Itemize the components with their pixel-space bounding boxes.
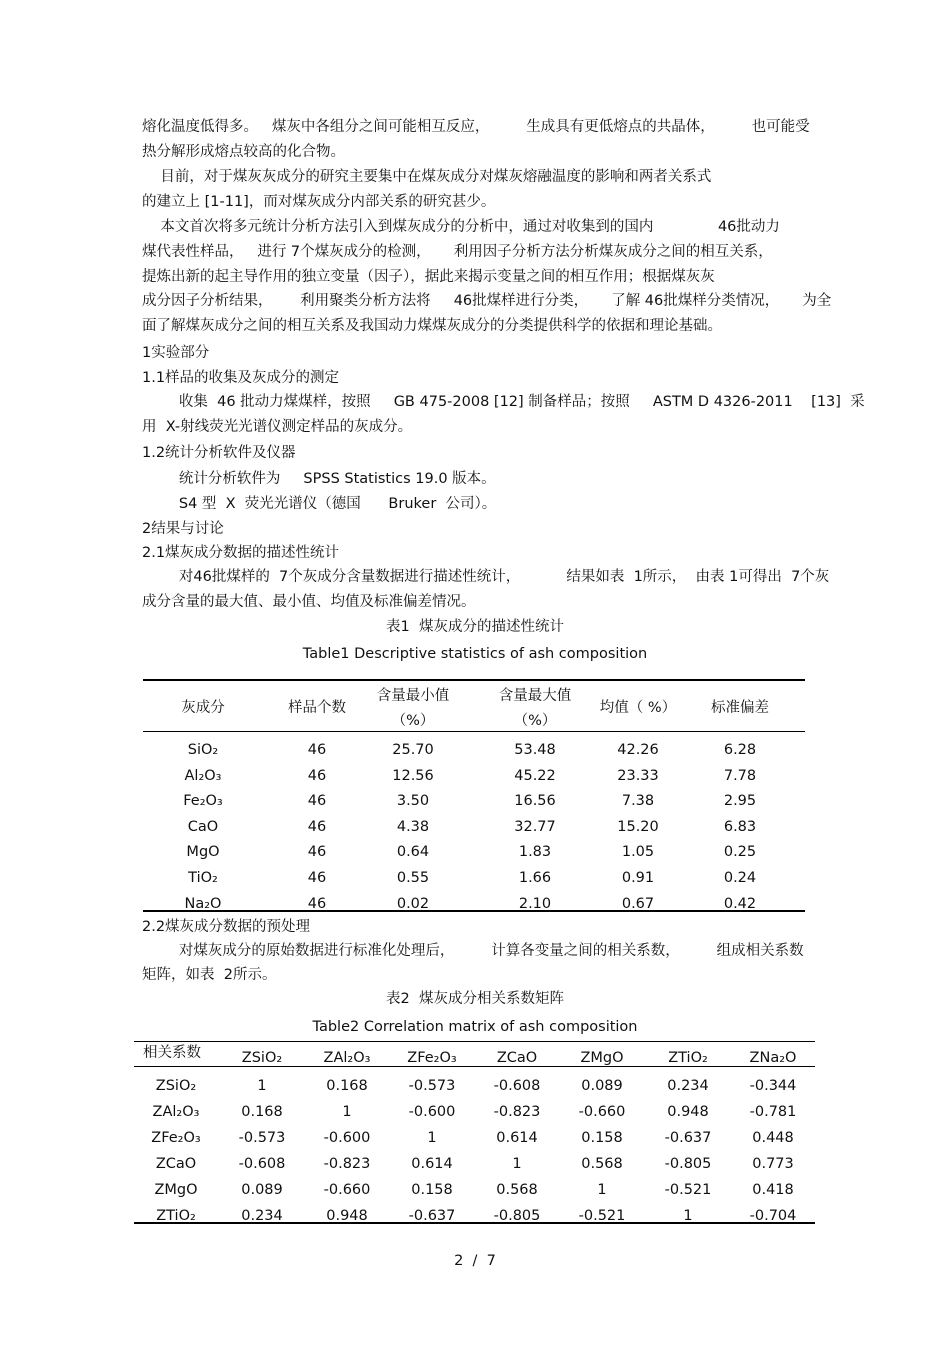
table1-cell: 1.05 bbox=[621, 844, 655, 861]
table1-cell: 16.56 bbox=[514, 793, 556, 810]
table1-cell: 25.70 bbox=[392, 742, 434, 758]
table1-top-rule bbox=[143, 679, 805, 681]
table2-cell: 1 bbox=[512, 1156, 522, 1172]
body-line: 收集 46 批动力煤煤样，按照 GB 475-2008 [12] 制备样品；按照 ASTM D 4326-2011 [13] 采 bbox=[142, 394, 865, 410]
table1-cell: 46 bbox=[307, 793, 327, 810]
body-line: 1.1样品的收集及灰成分的测定 bbox=[142, 370, 340, 386]
table1-cell: 0.02 bbox=[396, 895, 430, 912]
body-line: 1.2统计分析软件及仪器 bbox=[142, 445, 296, 461]
table1-cell: 46 bbox=[307, 895, 327, 912]
table1-cell: 0.64 bbox=[396, 844, 430, 861]
table1-cell: 46 bbox=[307, 742, 327, 758]
table1-cell: 46 bbox=[307, 767, 327, 784]
table1-row-label: TiO₂ bbox=[188, 870, 218, 886]
table2-header-cell: ZAl₂O₃ bbox=[323, 1050, 371, 1066]
table2-cell: 1 bbox=[342, 1104, 352, 1120]
table2-bottom-rule bbox=[134, 1222, 815, 1224]
table1-cell: 7.38 bbox=[621, 793, 655, 810]
table2-cell: 0.568 bbox=[581, 1156, 623, 1172]
table1-caption-cn: 表1 煤灰成分的描述性统计 bbox=[386, 619, 564, 635]
body-line: 热分解形成熔点较高的化合物。 bbox=[142, 144, 345, 160]
body-line: 2.1煤灰成分数据的描述性统计 bbox=[142, 545, 340, 561]
table2-header-cell: ZSiO₂ bbox=[241, 1050, 283, 1066]
body-line: 用 X-射线荧光光谱仪测定样品的灰成分。 bbox=[142, 419, 413, 435]
table2-header-cell: ZTiO₂ bbox=[668, 1050, 708, 1066]
table2-cell: -0.521 bbox=[578, 1208, 626, 1224]
body-line: 面了解煤灰成分之间的相互关系及我国动力煤煤灰成分的分类提供科学的依据和理论基础。 bbox=[142, 318, 722, 334]
table1-row-label: Na₂O bbox=[184, 895, 222, 912]
table1-bottom-rule bbox=[143, 910, 805, 912]
table2-cell: 0.948 bbox=[667, 1104, 709, 1120]
table1-header-cell: 样品个数 bbox=[288, 700, 346, 716]
table2-top-rule bbox=[134, 1041, 815, 1042]
section-heading: 2.2煤灰成分数据的预处理 bbox=[142, 919, 311, 935]
table2-row-label: ZCaO bbox=[155, 1156, 197, 1172]
table2-cell: -0.608 bbox=[238, 1156, 286, 1172]
table2-cell: 0.089 bbox=[581, 1078, 623, 1094]
table2-header-cell: ZMgO bbox=[580, 1050, 624, 1066]
table2-row-label: ZTiO₂ bbox=[156, 1208, 196, 1224]
table1-row-label: Fe₂O₃ bbox=[183, 793, 223, 810]
table1-header-cell: 灰成分 bbox=[181, 700, 225, 716]
table1-cell: 0.24 bbox=[723, 870, 757, 886]
table2-cell: 0.418 bbox=[752, 1182, 794, 1198]
table2-cell: -0.823 bbox=[493, 1104, 541, 1120]
table2-header-cell: 相关系数 bbox=[143, 1045, 201, 1061]
table1-caption-en: Table1 Descriptive statistics of ash composition bbox=[302, 646, 648, 662]
body-line: 的建立上 [1-11]，而对煤灰成分内部关系的研究甚少。 bbox=[142, 194, 496, 210]
table1-cell: 15.20 bbox=[617, 818, 659, 835]
body-line: 提炼出新的起主导作用的独立变量（因子），据此来揭示变量之间的相互作用；根据煤灰灰 bbox=[142, 269, 715, 285]
table2-cell: -0.805 bbox=[664, 1156, 712, 1172]
table2-row-label: ZMgO bbox=[154, 1182, 198, 1198]
table1-cell: 53.48 bbox=[514, 742, 556, 758]
table1-cell: 4.38 bbox=[396, 818, 430, 835]
table1-cell: 1.83 bbox=[518, 844, 552, 861]
table2-cell: 1 bbox=[597, 1182, 607, 1198]
table2-cell: -0.704 bbox=[749, 1208, 797, 1224]
body-line: S4 型 X 荧光光谱仪（德国 Bruker 公司）。 bbox=[142, 496, 497, 512]
table2-cell: -0.344 bbox=[749, 1078, 797, 1094]
table2-row-label: ZAl₂O₃ bbox=[152, 1104, 200, 1120]
table2-cell: -0.521 bbox=[664, 1182, 712, 1198]
table1-cell: 3.50 bbox=[396, 793, 430, 810]
body-line: 成分因子分析结果， 利用聚类分析方法将 46批煤样进行分类， 了解 46批煤样分类情况， 为全 bbox=[142, 293, 832, 309]
table1-header-cell: 含量最小值 （%） bbox=[376, 688, 450, 729]
table2-cell: -0.660 bbox=[578, 1104, 626, 1120]
table2-cell: -0.823 bbox=[323, 1156, 371, 1172]
table1-cell: 7.78 bbox=[723, 767, 757, 784]
table1-cell: 32.77 bbox=[514, 818, 556, 835]
table2-cell: 0.948 bbox=[326, 1208, 368, 1224]
table2-header-rule bbox=[134, 1066, 815, 1067]
table1-cell: 0.67 bbox=[621, 895, 655, 912]
table1-cell: 46 bbox=[307, 818, 327, 835]
table2-cell: -0.608 bbox=[493, 1078, 541, 1094]
table1-cell: 6.28 bbox=[723, 742, 757, 758]
table2-cell: 0.158 bbox=[411, 1182, 453, 1198]
table1-cell: 46 bbox=[307, 870, 327, 886]
table2-header-cell: ZNa₂O bbox=[749, 1050, 797, 1066]
table1-cell: 2.10 bbox=[518, 895, 552, 912]
body-line: 熔化温度低得多。 煤灰中各组分之间可能相互反应， 生成具有更低熔点的共晶体， 也可能受 bbox=[142, 119, 810, 135]
table2-cell: -0.573 bbox=[408, 1078, 456, 1094]
table2-cell: 1 bbox=[427, 1130, 437, 1146]
table2-cell: -0.660 bbox=[323, 1182, 371, 1198]
table2-caption-en: Table2 Correlation matrix of ash composition bbox=[312, 1019, 638, 1035]
table1-cell: 0.91 bbox=[621, 870, 655, 886]
table2-cell: 0.614 bbox=[411, 1156, 453, 1172]
table1-cell: 46 bbox=[307, 844, 327, 861]
table2-cell: 0.234 bbox=[667, 1078, 709, 1094]
table2-cell: 0.168 bbox=[326, 1078, 368, 1094]
table2-cell: 0.168 bbox=[241, 1104, 283, 1120]
table2-cell: -0.600 bbox=[323, 1130, 371, 1146]
page-number: 2 / 7 bbox=[454, 1253, 496, 1269]
body-line: 2结果与讨论 bbox=[142, 521, 224, 537]
table2-cell: -0.637 bbox=[408, 1208, 456, 1224]
table1-row-label: Al₂O₃ bbox=[184, 767, 222, 784]
table1-row-label: CaO bbox=[187, 818, 219, 835]
table2-header-cell: ZCaO bbox=[496, 1050, 538, 1066]
body-line: 对46批煤样的 7个灰成分含量数据进行描述性统计， 结果如表 1所示， 由表 1可得出 7个灰 bbox=[142, 569, 830, 585]
body-line: 成分含量的最大值、最小值、均值及标准偏差情况。 bbox=[142, 594, 476, 610]
table2-cell: -0.781 bbox=[749, 1104, 797, 1120]
table2-cell: 0.773 bbox=[752, 1156, 794, 1172]
table2-cell: 0.614 bbox=[496, 1130, 538, 1146]
table1-cell: 12.56 bbox=[392, 767, 434, 784]
table1-cell: 0.55 bbox=[396, 870, 430, 886]
table1-header-rule bbox=[143, 731, 805, 732]
table1-cell: 23.33 bbox=[617, 767, 659, 784]
table2-cell: 0.448 bbox=[752, 1130, 794, 1146]
table2-cell: 1 bbox=[257, 1078, 267, 1094]
table1-cell: 6.83 bbox=[723, 818, 757, 835]
table1-cell: 1.66 bbox=[518, 870, 552, 886]
body-line: 本文首次将多元统计分析方法引入到煤灰成分的分析中，通过对收集到的国内 46批动力 bbox=[142, 219, 780, 235]
table1-header-cell: 均值（ %） bbox=[599, 700, 677, 716]
body-line: 统计分析软件为 SPSS Statistics 19.0 版本。 bbox=[142, 471, 496, 487]
body-line: 矩阵，如表 2所示。 bbox=[142, 967, 277, 983]
body-line: 目前，对于煤灰灰成分的研究主要集中在煤灰成分对煤灰熔融温度的影响和两者关系式 bbox=[142, 169, 712, 185]
table2-cell: -0.573 bbox=[238, 1130, 286, 1146]
table2-header-cell: ZFe₂O₃ bbox=[407, 1050, 457, 1066]
table1-cell: 2.95 bbox=[723, 793, 757, 810]
table2-cell: 0.234 bbox=[241, 1208, 283, 1224]
body-line: 1实验部分 bbox=[142, 345, 210, 361]
table1-cell: 0.42 bbox=[723, 895, 757, 912]
table1-cell: 0.25 bbox=[723, 844, 757, 861]
table1-header-cell: 含量最大值 （%） bbox=[498, 688, 572, 729]
table2-row-label: ZFe₂O₃ bbox=[151, 1130, 201, 1146]
table1-row-label: MgO bbox=[186, 844, 220, 861]
table1-header-cell: 标准偏差 bbox=[711, 700, 769, 716]
table2-cell: -0.805 bbox=[493, 1208, 541, 1224]
table2-cell: 0.158 bbox=[581, 1130, 623, 1146]
table2-caption-cn: 表2 煤灰成分相关系数矩阵 bbox=[386, 991, 564, 1007]
table1-cell: 42.26 bbox=[617, 742, 659, 758]
table2-cell: -0.600 bbox=[408, 1104, 456, 1120]
table2-cell: -0.637 bbox=[664, 1130, 712, 1146]
table2-cell: 1 bbox=[683, 1208, 693, 1224]
table1-cell: 45.22 bbox=[514, 767, 556, 784]
table2-cell: 0.568 bbox=[496, 1182, 538, 1198]
body-line: 对煤灰成分的原始数据进行标准化处理后， 计算各变量之间的相关系数， 组成相关系数 bbox=[142, 943, 804, 959]
table2-cell: 0.089 bbox=[241, 1182, 283, 1198]
body-line: 煤代表性样品， 进行 7个煤灰成分的检测， 利用因子分析方法分析煤灰成分之间的相互关系， bbox=[142, 244, 773, 260]
table1-row-label: SiO₂ bbox=[187, 742, 219, 758]
table2-row-label: ZSiO₂ bbox=[155, 1078, 197, 1094]
